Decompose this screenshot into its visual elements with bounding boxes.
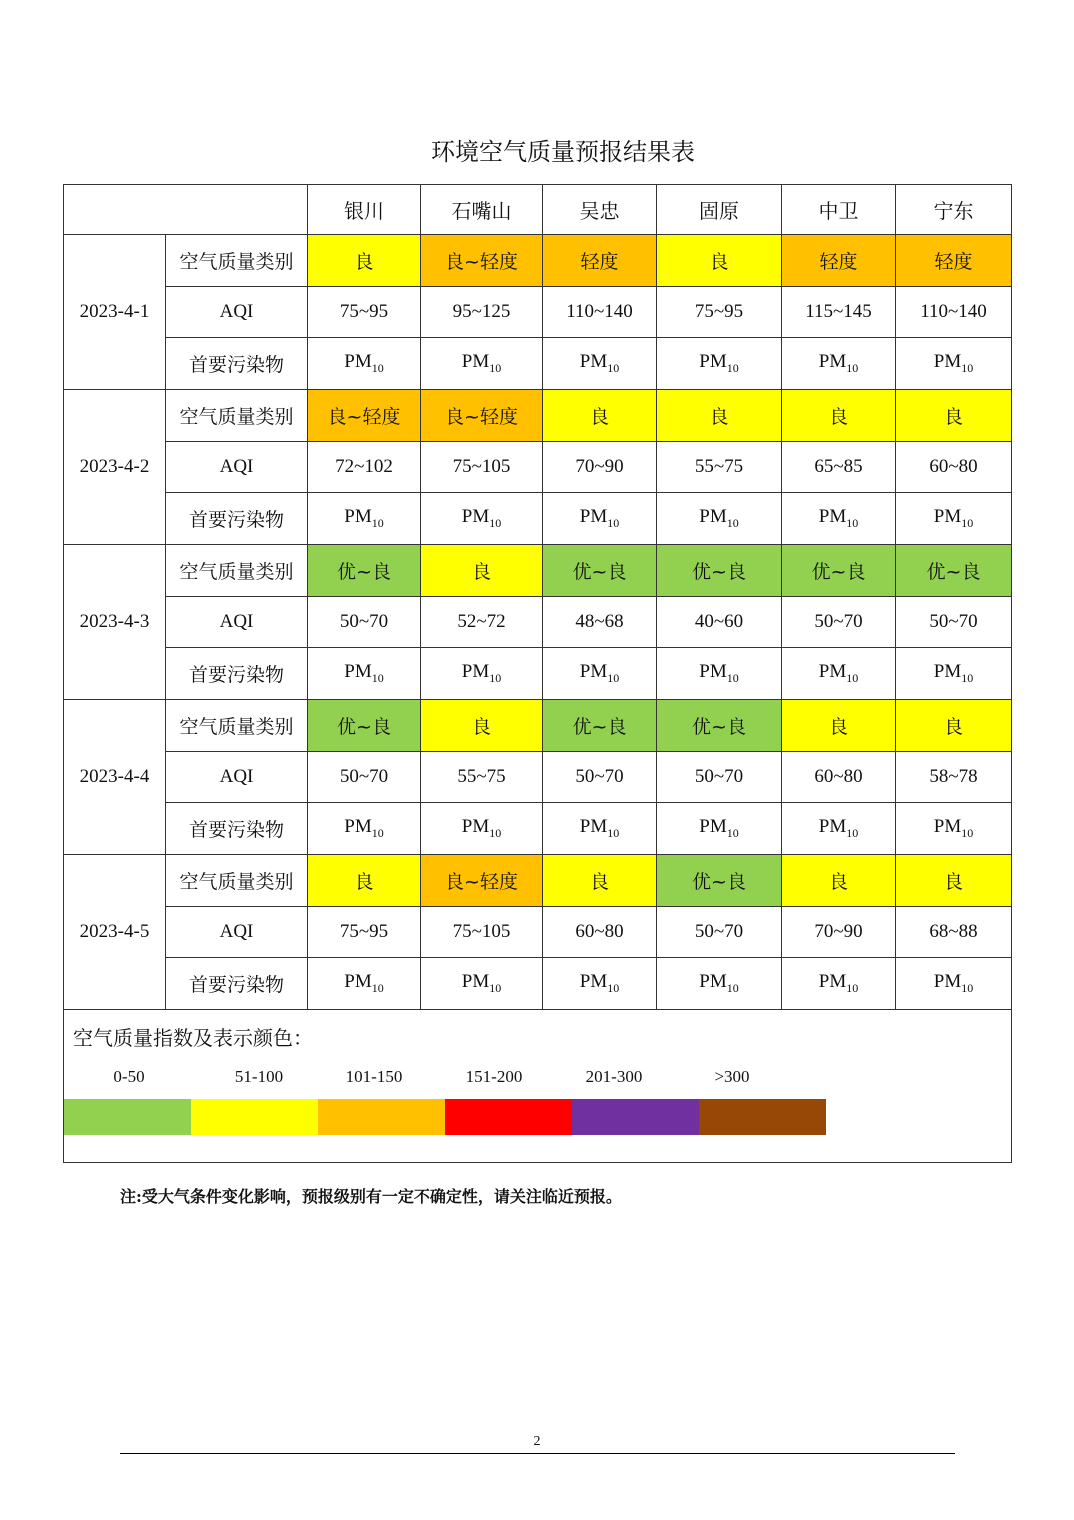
- pollutant-subscript: 10: [726, 825, 739, 840]
- pollutant-name: PM: [699, 351, 727, 373]
- pollutant-name: PM: [818, 971, 847, 993]
- page-title: 环境空气质量预报结果表: [431, 138, 695, 166]
- pollutant-name: PM: [461, 661, 490, 683]
- legend-range-label: >300: [714, 1067, 750, 1086]
- aqi-cell: 60~80: [782, 752, 896, 803]
- legend-range-label: 101-150: [345, 1067, 403, 1086]
- category-cell: 良: [308, 235, 421, 287]
- aqi-cell: 50~70: [308, 597, 421, 648]
- row-label-pollutant: 首要污染物: [166, 958, 308, 1010]
- category-row: [64, 235, 1012, 287]
- pollutant-cell: [782, 338, 896, 390]
- aqi-row: [64, 442, 1012, 493]
- category-cell: 轻度: [543, 235, 657, 287]
- category-row: [64, 390, 1012, 442]
- pollutant-row: [64, 803, 1012, 855]
- category-row: [64, 700, 1012, 752]
- pollutant-subscript: 10: [489, 825, 502, 840]
- category-cell: 良: [543, 390, 657, 442]
- footer-divider: [120, 1453, 955, 1454]
- pollutant-row: [64, 958, 1012, 1010]
- aqi-cell: 75~95: [308, 287, 421, 338]
- category-cell: 良: [782, 700, 896, 752]
- category-cell: 良: [896, 700, 1012, 752]
- pollutant-cell: [543, 493, 657, 545]
- pollutant-subscript: 10: [371, 670, 384, 685]
- pollutant-subscript: 10: [371, 825, 384, 840]
- aqi-cell: 50~70: [543, 752, 657, 803]
- pollutant-name: PM: [579, 971, 608, 993]
- pollutant-name: PM: [699, 971, 727, 993]
- pollutant-name: PM: [699, 661, 727, 683]
- pollutant-cell: [308, 493, 421, 545]
- pollutant-cell: [782, 493, 896, 545]
- aqi-cell: 75~95: [308, 907, 421, 958]
- category-cell: 良~轻度: [308, 390, 421, 442]
- pollutant-name: PM: [461, 506, 490, 528]
- pollutant-subscript: 10: [371, 360, 384, 375]
- pollutant-subscript: 10: [846, 515, 859, 530]
- pollutant-name: PM: [699, 506, 727, 528]
- pollutant-name: PM: [933, 971, 962, 993]
- forecast-note: 注:受大气条件变化影响，预报级别有一定不确定性，请关注临近预报。: [120, 1187, 622, 1206]
- pollutant-subscript: 10: [607, 980, 620, 995]
- pollutant-cell: [896, 493, 1012, 545]
- pollutant-subscript: 10: [961, 980, 974, 995]
- category-cell: 优~良: [896, 545, 1012, 597]
- aqi-cell: 55~75: [657, 442, 782, 493]
- pollutant-cell: [543, 958, 657, 1010]
- category-cell: 优~良: [308, 545, 421, 597]
- legend-color-swatch: [191, 1099, 318, 1135]
- aqi-cell: 60~80: [896, 442, 1012, 493]
- aqi-cell: 60~80: [543, 907, 657, 958]
- city-header: 石嘴山: [421, 185, 543, 235]
- aqi-cell: 52~72: [421, 597, 543, 648]
- pollutant-cell: [782, 648, 896, 700]
- pollutant-cell: [896, 648, 1012, 700]
- pollutant-name: PM: [579, 661, 608, 683]
- city-header: 固原: [657, 185, 782, 235]
- legend-color-swatch: [699, 1099, 826, 1135]
- category-cell: 优~良: [308, 700, 421, 752]
- pollutant-name: PM: [818, 816, 847, 838]
- pollutant-subscript: 10: [371, 980, 384, 995]
- pollutant-name: PM: [933, 661, 962, 683]
- pollutant-name: PM: [461, 971, 490, 993]
- pollutant-subscript: 10: [726, 980, 739, 995]
- aqi-cell: 75~105: [421, 442, 543, 493]
- category-cell: 轻度: [782, 235, 896, 287]
- header-corner: [64, 185, 308, 235]
- pollutant-cell: [657, 493, 782, 545]
- aqi-cell: 50~70: [657, 752, 782, 803]
- aqi-cell: 50~70: [896, 597, 1012, 648]
- city-header: 吴忠: [543, 185, 657, 235]
- legend-color-swatch: [572, 1099, 699, 1135]
- row-label-pollutant: 首要污染物: [166, 493, 308, 545]
- pollutant-cell: [308, 648, 421, 700]
- pollutant-subscript: 10: [846, 670, 859, 685]
- pollutant-cell: [896, 958, 1012, 1010]
- pollutant-cell: [543, 648, 657, 700]
- legend-row: [64, 1010, 1012, 1163]
- legend-color-swatch: [445, 1099, 572, 1135]
- row-label-pollutant: 首要污染物: [166, 338, 308, 390]
- pollutant-cell: [782, 803, 896, 855]
- category-cell: 良: [543, 855, 657, 907]
- aqi-cell: 40~60: [657, 597, 782, 648]
- pollutant-cell: [782, 958, 896, 1010]
- row-label-category: 空气质量类别: [166, 235, 308, 287]
- category-row: [64, 855, 1012, 907]
- pollutant-subscript: 10: [726, 670, 739, 685]
- pollutant-cell: [657, 648, 782, 700]
- pollutant-cell: [421, 958, 543, 1010]
- forecast-date: 2023-4-5: [64, 855, 166, 1010]
- row-label-pollutant: 首要污染物: [166, 803, 308, 855]
- aqi-cell: 70~90: [782, 907, 896, 958]
- pollutant-name: PM: [579, 506, 608, 528]
- city-header: 宁东: [896, 185, 1012, 235]
- pollutant-cell: [657, 803, 782, 855]
- category-cell: 良: [657, 235, 782, 287]
- header-row: [64, 185, 1012, 235]
- color-legend: [64, 1010, 1012, 1163]
- pollutant-name: PM: [579, 816, 608, 838]
- pollutant-cell: [543, 338, 657, 390]
- category-cell: 优~良: [543, 700, 657, 752]
- legend-color-swatch: [318, 1099, 445, 1135]
- forecast-date: 2023-4-4: [64, 700, 166, 855]
- category-cell: 良~轻度: [421, 390, 543, 442]
- pollutant-cell: [657, 958, 782, 1010]
- pollutant-row: [64, 338, 1012, 390]
- pollutant-row: [64, 648, 1012, 700]
- pollutant-name: PM: [461, 351, 490, 373]
- category-cell: 良: [657, 390, 782, 442]
- pollutant-subscript: 10: [961, 360, 974, 375]
- aqi-cell: 50~70: [782, 597, 896, 648]
- legend-range-label: 201-300: [585, 1067, 643, 1086]
- aqi-cell: 72~102: [308, 442, 421, 493]
- aqi-cell: 50~70: [657, 907, 782, 958]
- row-label-aqi: AQI: [166, 907, 308, 958]
- city-header: 中卫: [782, 185, 896, 235]
- pollutant-name: PM: [344, 506, 372, 528]
- forecast-date: 2023-4-3: [64, 545, 166, 700]
- pollutant-subscript: 10: [961, 825, 974, 840]
- category-cell: 优~良: [657, 545, 782, 597]
- aqi-cell: 75~105: [421, 907, 543, 958]
- pollutant-cell: [308, 338, 421, 390]
- aqi-cell: 50~70: [308, 752, 421, 803]
- pollutant-cell: [308, 803, 421, 855]
- pollutant-subscript: 10: [607, 515, 620, 530]
- pollutant-subscript: 10: [489, 980, 502, 995]
- row-label-aqi: AQI: [166, 442, 308, 493]
- row-label-category: 空气质量类别: [166, 700, 308, 752]
- pollutant-name: PM: [344, 816, 372, 838]
- category-cell: 优~良: [657, 700, 782, 752]
- row-label-pollutant: 首要污染物: [166, 648, 308, 700]
- aqi-cell: 75~95: [657, 287, 782, 338]
- pollutant-name: PM: [933, 506, 962, 528]
- pollutant-subscript: 10: [607, 360, 620, 375]
- pollutant-name: PM: [818, 351, 847, 373]
- pollutant-subscript: 10: [607, 670, 620, 685]
- pollutant-cell: [421, 803, 543, 855]
- pollutant-cell: [657, 338, 782, 390]
- category-cell: 轻度: [896, 235, 1012, 287]
- pollutant-name: PM: [579, 351, 608, 373]
- pollutant-subscript: 10: [961, 515, 974, 530]
- aqi-cell: 68~88: [896, 907, 1012, 958]
- category-cell: 优~良: [543, 545, 657, 597]
- pollutant-name: PM: [344, 661, 372, 683]
- pollutant-name: PM: [344, 971, 372, 993]
- row-label-category: 空气质量类别: [166, 545, 308, 597]
- aqi-row: [64, 597, 1012, 648]
- pollutant-name: PM: [699, 816, 727, 838]
- pollutant-cell: [421, 338, 543, 390]
- row-label-category: 空气质量类别: [166, 855, 308, 907]
- aqi-cell: 70~90: [543, 442, 657, 493]
- row-label-aqi: AQI: [166, 752, 308, 803]
- category-cell: 良: [421, 700, 543, 752]
- pollutant-subscript: 10: [489, 360, 502, 375]
- category-cell: 优~良: [657, 855, 782, 907]
- pollutant-cell: [421, 648, 543, 700]
- pollutant-subscript: 10: [846, 360, 859, 375]
- category-cell: 良: [896, 390, 1012, 442]
- aqi-cell: 48~68: [543, 597, 657, 648]
- pollutant-name: PM: [818, 506, 847, 528]
- pollutant-cell: [543, 803, 657, 855]
- legend-color-swatch: [64, 1099, 191, 1135]
- pollutant-subscript: 10: [489, 670, 502, 685]
- pollutant-subscript: 10: [846, 980, 859, 995]
- pollutant-cell: [896, 803, 1012, 855]
- pollutant-name: PM: [818, 661, 847, 683]
- legend-range-label: 151-200: [465, 1067, 523, 1086]
- pollutant-subscript: 10: [607, 825, 620, 840]
- aqi-row: [64, 752, 1012, 803]
- category-cell: 良: [782, 855, 896, 907]
- pollutant-subscript: 10: [846, 825, 859, 840]
- category-cell: 良: [896, 855, 1012, 907]
- pollutant-cell: [896, 338, 1012, 390]
- pollutant-subscript: 10: [371, 515, 384, 530]
- pollutant-name: PM: [933, 816, 962, 838]
- row-label-aqi: AQI: [166, 287, 308, 338]
- pollutant-row: [64, 493, 1012, 545]
- pollutant-name: PM: [344, 351, 372, 373]
- aqi-cell: 110~140: [543, 287, 657, 338]
- pollutant-subscript: 10: [726, 360, 739, 375]
- forecast-date: 2023-4-1: [64, 235, 166, 390]
- aqi-cell: 65~85: [782, 442, 896, 493]
- legend-title: 空气质量指数及表示颜色：: [73, 1026, 313, 1050]
- pollutant-name: PM: [461, 816, 490, 838]
- pollutant-name: PM: [933, 351, 962, 373]
- aqi-row: [64, 287, 1012, 338]
- page-number: 2: [533, 1434, 541, 1449]
- pollutant-subscript: 10: [726, 515, 739, 530]
- category-cell: 优~良: [782, 545, 896, 597]
- pollutant-cell: [308, 958, 421, 1010]
- aqi-row: [64, 907, 1012, 958]
- category-row: [64, 545, 1012, 597]
- forecast-table: [63, 184, 1012, 1163]
- category-cell: 良: [421, 545, 543, 597]
- row-label-aqi: AQI: [166, 597, 308, 648]
- legend-range-label: 51-100: [234, 1067, 284, 1086]
- pollutant-cell: [421, 493, 543, 545]
- category-cell: 良~轻度: [421, 855, 543, 907]
- aqi-cell: 55~75: [421, 752, 543, 803]
- aqi-cell: 115~145: [782, 287, 896, 338]
- aqi-cell: 110~140: [896, 287, 1012, 338]
- city-header: 银川: [308, 185, 421, 235]
- aqi-cell: 58~78: [896, 752, 1012, 803]
- pollutant-subscript: 10: [961, 670, 974, 685]
- aqi-cell: 95~125: [421, 287, 543, 338]
- category-cell: 良: [308, 855, 421, 907]
- forecast-date: 2023-4-2: [64, 390, 166, 545]
- legend-range-label: 0-50: [113, 1067, 145, 1086]
- category-cell: 良: [782, 390, 896, 442]
- row-label-category: 空气质量类别: [166, 390, 308, 442]
- category-cell: 良~轻度: [421, 235, 543, 287]
- pollutant-subscript: 10: [489, 515, 502, 530]
